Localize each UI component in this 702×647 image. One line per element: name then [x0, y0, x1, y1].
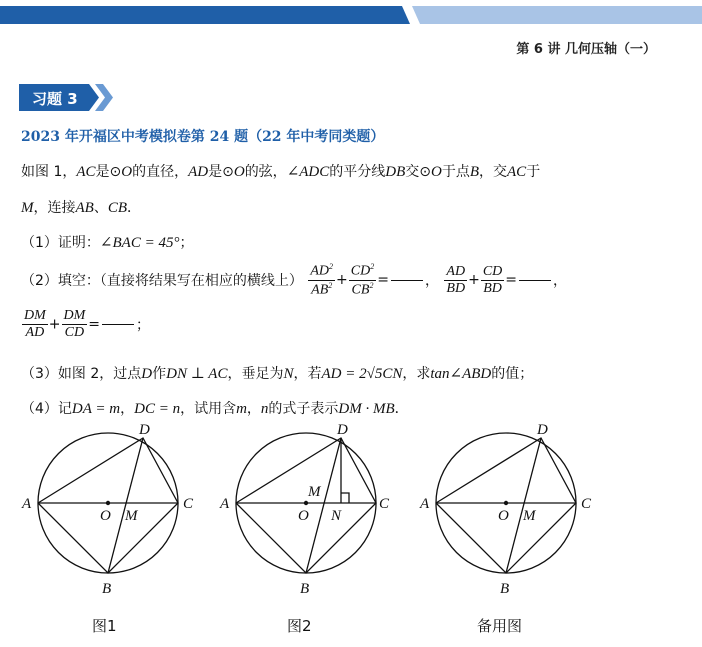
- label-B: B: [300, 581, 310, 597]
- label-B: B: [102, 581, 112, 597]
- figure-1: [18, 418, 198, 598]
- problem-source: 2023 年开福区中考模拟卷第 24 题（22 年中考同类题）: [21, 129, 385, 145]
- fraction: $\frac{AD^2}{AB^2}$: [310, 262, 334, 298]
- problem-line-2: M，连接AB、CB．: [21, 200, 141, 216]
- label-A: A: [220, 496, 230, 512]
- fraction: $\frac{CD}{BD}$: [482, 263, 503, 296]
- fraction: $\frac{DM}{AD}$: [24, 308, 46, 340]
- label-B: B: [500, 581, 510, 597]
- question-2: （2）填空：（直接将结果写在相应的横线上） $\frac{AD^2}{AB^2}$ + $\frac{CD^2}{CB^2}$ = ， $\frac{AD}{BD}$ + $\frac{CD}{BD}$ = ，: [21, 262, 567, 298]
- label-C: C: [581, 496, 592, 512]
- question-3: （3）如图 2，过点D作DN ⊥ AC，垂足为N，若AD = 2√5CN，求tan∠ABD的值；: [21, 366, 534, 382]
- label-D: D: [537, 422, 548, 438]
- label-O: O: [298, 508, 309, 524]
- figure-2: [216, 418, 396, 598]
- fraction: $\frac{AD}{BD}$: [446, 263, 466, 296]
- fraction: $\frac{CD^2}{CB^2}$: [350, 262, 375, 298]
- chapter-title: 第 6 讲 几何压轴（一）: [516, 42, 656, 57]
- fraction: $\frac{DM}{CD}$: [63, 308, 86, 340]
- question-1: （1）证明：∠BAC = 45°；: [21, 235, 194, 251]
- label-C: C: [183, 496, 194, 512]
- figure-3: [416, 418, 596, 598]
- answer-blank[interactable]: [102, 324, 134, 325]
- header-decor-bar: [0, 0, 702, 26]
- label-D: D: [139, 422, 150, 438]
- question-4: （4）记DA = m，DC = n，试用含m，n的式子表示DM · MB．: [21, 401, 409, 417]
- label-A: A: [420, 496, 430, 512]
- label-O: O: [498, 508, 509, 524]
- figure-1-caption: 图1: [92, 617, 117, 635]
- label-C: C: [379, 496, 390, 512]
- answer-blank[interactable]: [391, 280, 423, 281]
- label-N: N: [331, 508, 342, 524]
- label-M: M: [523, 508, 536, 524]
- label-A: A: [22, 496, 32, 512]
- figure-3-caption: 备用图: [477, 617, 523, 635]
- label-M: M: [308, 484, 321, 500]
- exercise-label: 习题 3: [32, 90, 78, 108]
- label-D: D: [337, 422, 348, 438]
- question-2-cont: $\frac{DM}{AD}$ + $\frac{DM}{CD}$ = ；: [24, 308, 151, 340]
- label-O: O: [100, 508, 111, 524]
- label-M: M: [125, 508, 138, 524]
- answer-blank[interactable]: [519, 280, 551, 281]
- figure-2-caption: 图2: [287, 617, 312, 635]
- problem-line-1: 如图 1，AC是⊙O的直径，AD是⊙O的弦，∠ADC的平分线DB交⊙O于点B，交AC于: [21, 164, 541, 180]
